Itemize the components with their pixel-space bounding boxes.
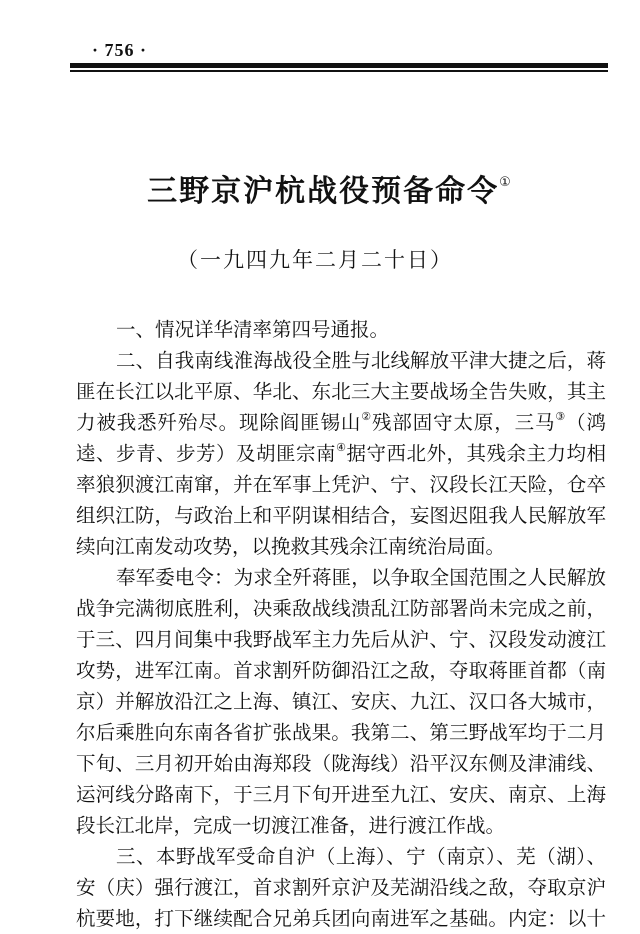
body-text-segment: 三、本野战军受命自沪（上海）、宁（南京）、芜（湖）、 [116, 845, 606, 868]
footnote-marker: ④ [336, 440, 347, 454]
body-text-segment: 续向江南发动攻势，以挽救其残余江南统治局面。 [76, 535, 506, 558]
body-line [76, 407, 606, 438]
body-line [76, 748, 606, 779]
body-text-segment: 攻势，进军江南。首求割歼防御沿江之敌，夺取蒋匪首都（南 [76, 659, 606, 682]
body-text-segment: 于三、四月间集中我野战军主力先后从沪、宁、汉段发动渡江 [76, 628, 606, 651]
body-line [76, 779, 606, 810]
body-line [76, 314, 606, 345]
body-text-segment: 率狼狈渡江南窜，并在军事上凭沪、宁、汉段长江天险，仓卒 [76, 473, 606, 496]
body-text-segment: 一、情况详华清率第四号通报。 [116, 318, 390, 341]
header-rule-thin [70, 70, 608, 72]
body-line [76, 438, 606, 469]
document-date: （一九四九年二月二十日） [177, 248, 453, 272]
body-line [76, 500, 606, 531]
body-line [76, 872, 606, 903]
body-text-segment: 下旬、三月初开始由海郑段（陇海线）沿平汉东侧及津浦线、 [76, 752, 606, 775]
body-line [76, 469, 606, 500]
body-text-segment: 安（庆）强行渡江，首求割歼京沪及芜湖沿线之敌，夺取京沪 [76, 876, 606, 899]
body-text-segment: 据守西北外，其残余主力均相 [346, 442, 606, 465]
body-line [76, 903, 606, 934]
body-line [76, 810, 606, 841]
footnote-marker: ③ [555, 409, 567, 423]
body-text-segment: 二、自我南线淮海战役全胜与北线解放平津大捷之后，蒋 [116, 349, 606, 372]
footnote-marker: ② [361, 409, 372, 423]
body-line [76, 531, 606, 562]
title-footnote-marker: ① [499, 175, 513, 190]
body-text-segment: 匪在长江以北平原、华北、东北三大主要战场全告失败，其主 [76, 380, 606, 403]
body-text-segment: 逵、步青、步芳）及胡匪宗南 [76, 442, 337, 465]
body-text-segment: 残部固守太原，三马 [371, 411, 556, 434]
body-text-segment: 杭要地，打下继续配合兄弟兵团向南进军之基础。内定：以十 [76, 907, 606, 930]
body-line [76, 376, 606, 407]
body-text-segment: （鸿 [566, 411, 606, 434]
body-line [76, 686, 606, 717]
body-text-segment: 段长江北岸，完成一切渡江准备，进行渡江作战。 [76, 814, 506, 837]
body-text-segment: 奉军委电令：为求全歼蒋匪，以争取全国范围之人民解放 [116, 566, 606, 589]
body-text [76, 314, 606, 934]
body-text-segment: 组织江防，与政治上和平阴谋相结合，妄图迟阻我人民解放军 [76, 504, 606, 527]
body-line [76, 593, 606, 624]
body-text-segment: 尔后乘胜向东南各省扩张战果。我第二、第三野战军均于二月 [76, 721, 606, 744]
body-line [76, 624, 606, 655]
document-title [120, 166, 540, 210]
body-line [76, 655, 606, 686]
body-line [76, 562, 606, 593]
header-rule-thick [70, 63, 608, 68]
body-text-segment: 战争完满彻底胜利，决乘敌战线溃乱江防部署尚未完成之前， [76, 597, 606, 620]
body-line [76, 717, 606, 748]
body-text-segment: 京）并解放沿江之上海、镇江、安庆、九江、汉口各大城市， [76, 690, 606, 713]
page-number: · 756 · [92, 40, 148, 60]
body-text-segment: 力被我悉歼殆尽。现除阎匪锡山 [76, 411, 362, 434]
body-text-segment: 运河线分路南下，于三月下旬开进至九江、安庆、南京、上海 [76, 783, 606, 806]
title-text: 三野京沪杭战役预备命令 [147, 174, 500, 209]
body-line [76, 345, 606, 376]
body-line [76, 841, 606, 872]
